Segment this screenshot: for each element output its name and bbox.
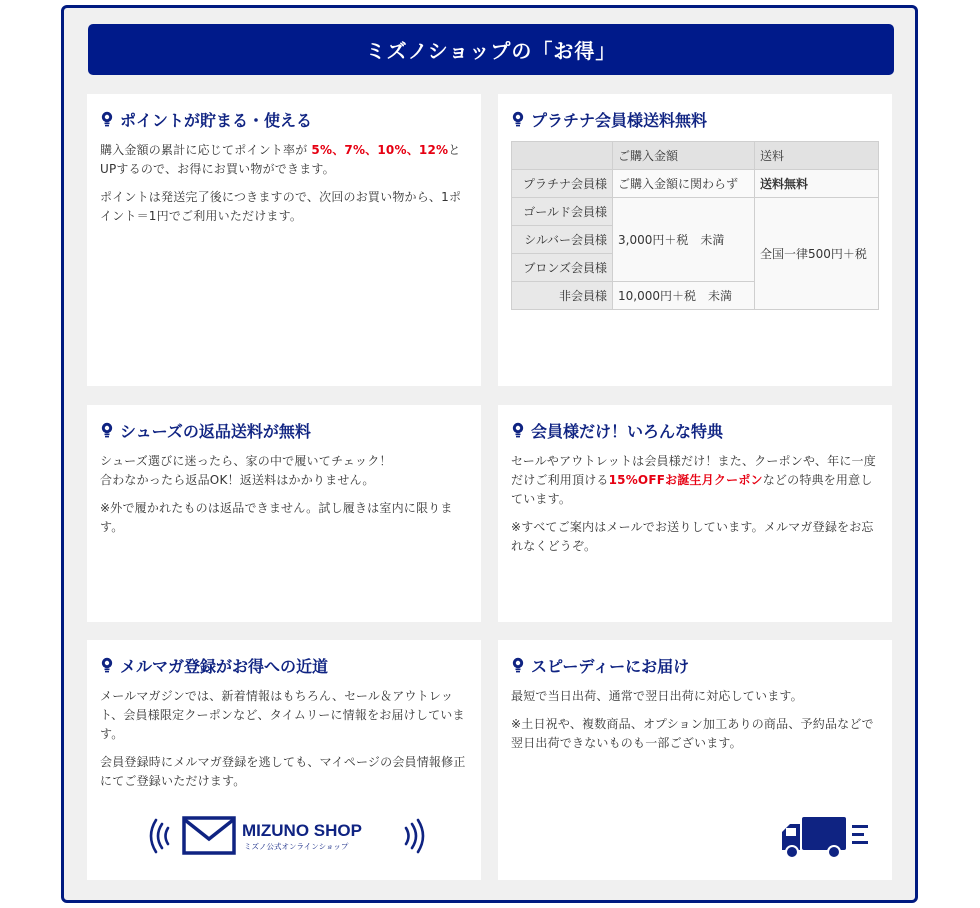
shoes-text-1 — [100, 452, 468, 490]
speedy-text-2: ※土日祝や、複数商品、オプション加工ありの商品、予約品などで翌日出荷できないものも一部ございます。 — [511, 717, 874, 750]
members-text-1-after: などの特典を用意しています。 — [511, 473, 873, 506]
benefits-frame — [61, 5, 918, 903]
shoes-card-heading — [100, 419, 468, 441]
nonmember-label: 非会員様 — [512, 282, 613, 310]
platinum-card-title: プラチナ会員様送料無料 — [531, 110, 708, 130]
platinum-label: プラチナ会員様 — [512, 170, 613, 198]
mailmag-card-title: メルマガ登録がお得への近道 — [120, 656, 329, 676]
shoes-text-1b: 合わなかったら返品OK！返送料はかかりません。 — [100, 473, 375, 487]
header-shipping: 送料 — [755, 142, 879, 170]
nonmember-amount: 10,000円＋税 未満 — [613, 282, 755, 310]
benefits-banner — [88, 24, 894, 75]
gold-label: ゴールド会員様 — [512, 198, 613, 226]
bronze-label: ブロンズ会員様 — [512, 254, 613, 282]
points-card — [87, 94, 481, 386]
mizuno-shop-mail-logo — [142, 812, 432, 860]
points-text-1-before: 購入金額の累計に応じてポイント率が — [100, 143, 312, 157]
members-text-1 — [511, 452, 879, 509]
mailmag-card — [87, 640, 481, 880]
members-text-1-before: セールやアウトレットは会員様だけ！また、クーポンや、年に一度だけご利用頂ける — [511, 454, 876, 487]
members-card-title: 会員様だけ！いろんな特典 — [531, 421, 724, 441]
speedy-card-title: スピーディーにお届け — [531, 656, 690, 676]
platinum-shipping: 送料無料 — [755, 170, 879, 198]
silver-label: シルバー会員様 — [512, 226, 613, 254]
lightbulb-icon — [100, 422, 114, 438]
shoes-text-1a: シューズ選びに迷ったら、家の中で履いてチェック！ — [100, 454, 392, 468]
mizuno-logo-subtext: ミズノ公式オンラインショップ — [244, 842, 349, 851]
table-row — [512, 142, 879, 170]
lightbulb-icon — [100, 657, 114, 673]
shoes-card-title: シューズの返品送料が無料 — [120, 421, 311, 441]
points-text-1-after: とUPするので、お得にお買い物ができます。 — [100, 143, 461, 176]
mailmag-text-1: メールマガジンでは、新着情報はもちろん、セール＆アウトレット、会員様限定クーポンなど、タイムリーに情報をお届けしています。 — [100, 689, 465, 741]
members-card-heading — [511, 419, 879, 441]
shared-shipping: 全国一律500円＋税 — [755, 198, 879, 310]
member-benefits-card — [498, 405, 892, 622]
shipping-table — [511, 141, 879, 310]
table-row — [512, 170, 879, 198]
shoes-text-2: ※外で履かれたものは返品できません。試し履きは室内に限ります。 — [100, 501, 453, 534]
point-rates: 5%、7%、10%、12% — [311, 143, 449, 157]
platinum-card-heading — [511, 108, 879, 130]
members-text-2: ※すべてご案内はメールでお送りしています。メルマガ登録をお忘れなくどうぞ。 — [511, 520, 874, 553]
delivery-truck-icon — [778, 812, 874, 862]
member-amount: 3,000円＋税 未満 — [613, 198, 755, 282]
mailmag-text-2: 会員登録時にメルマガ登録を逃しても、マイページの会員情報修正にてご登録いただけます。 — [100, 755, 466, 788]
header-empty-cell — [512, 142, 613, 170]
speedy-delivery-card — [498, 640, 892, 880]
birthday-coupon-highlight: 15%OFFお誕生月クーポン — [608, 473, 763, 487]
lightbulb-icon — [511, 422, 525, 438]
points-card-title: ポイントが貯まる・使える — [120, 110, 313, 130]
platinum-card — [498, 94, 892, 386]
lightbulb-icon — [511, 111, 525, 127]
table-row — [512, 198, 879, 226]
shoes-return-card — [87, 405, 481, 622]
platinum-amount: ご購入金額に関わらず — [613, 170, 755, 198]
points-text-2: ポイントは発送完了後につきますので、次回のお買い物から、1ポイント＝1円でご利用いただけます。 — [100, 190, 462, 223]
lightbulb-icon — [511, 657, 525, 673]
speedy-card-heading — [511, 654, 879, 676]
header-amount: ご購入金額 — [613, 142, 755, 170]
points-card-heading — [100, 108, 468, 130]
points-text-1 — [100, 141, 468, 179]
banner-title: ミズノショップの「お得」 — [365, 39, 617, 63]
mizuno-logo-text: MIZUNO SHOP — [242, 821, 362, 840]
mailmag-card-heading — [100, 654, 468, 676]
speedy-text-1: 最短で当日出荷、通常で翌日出荷に対応しています。 — [511, 689, 803, 703]
lightbulb-icon — [100, 111, 114, 127]
